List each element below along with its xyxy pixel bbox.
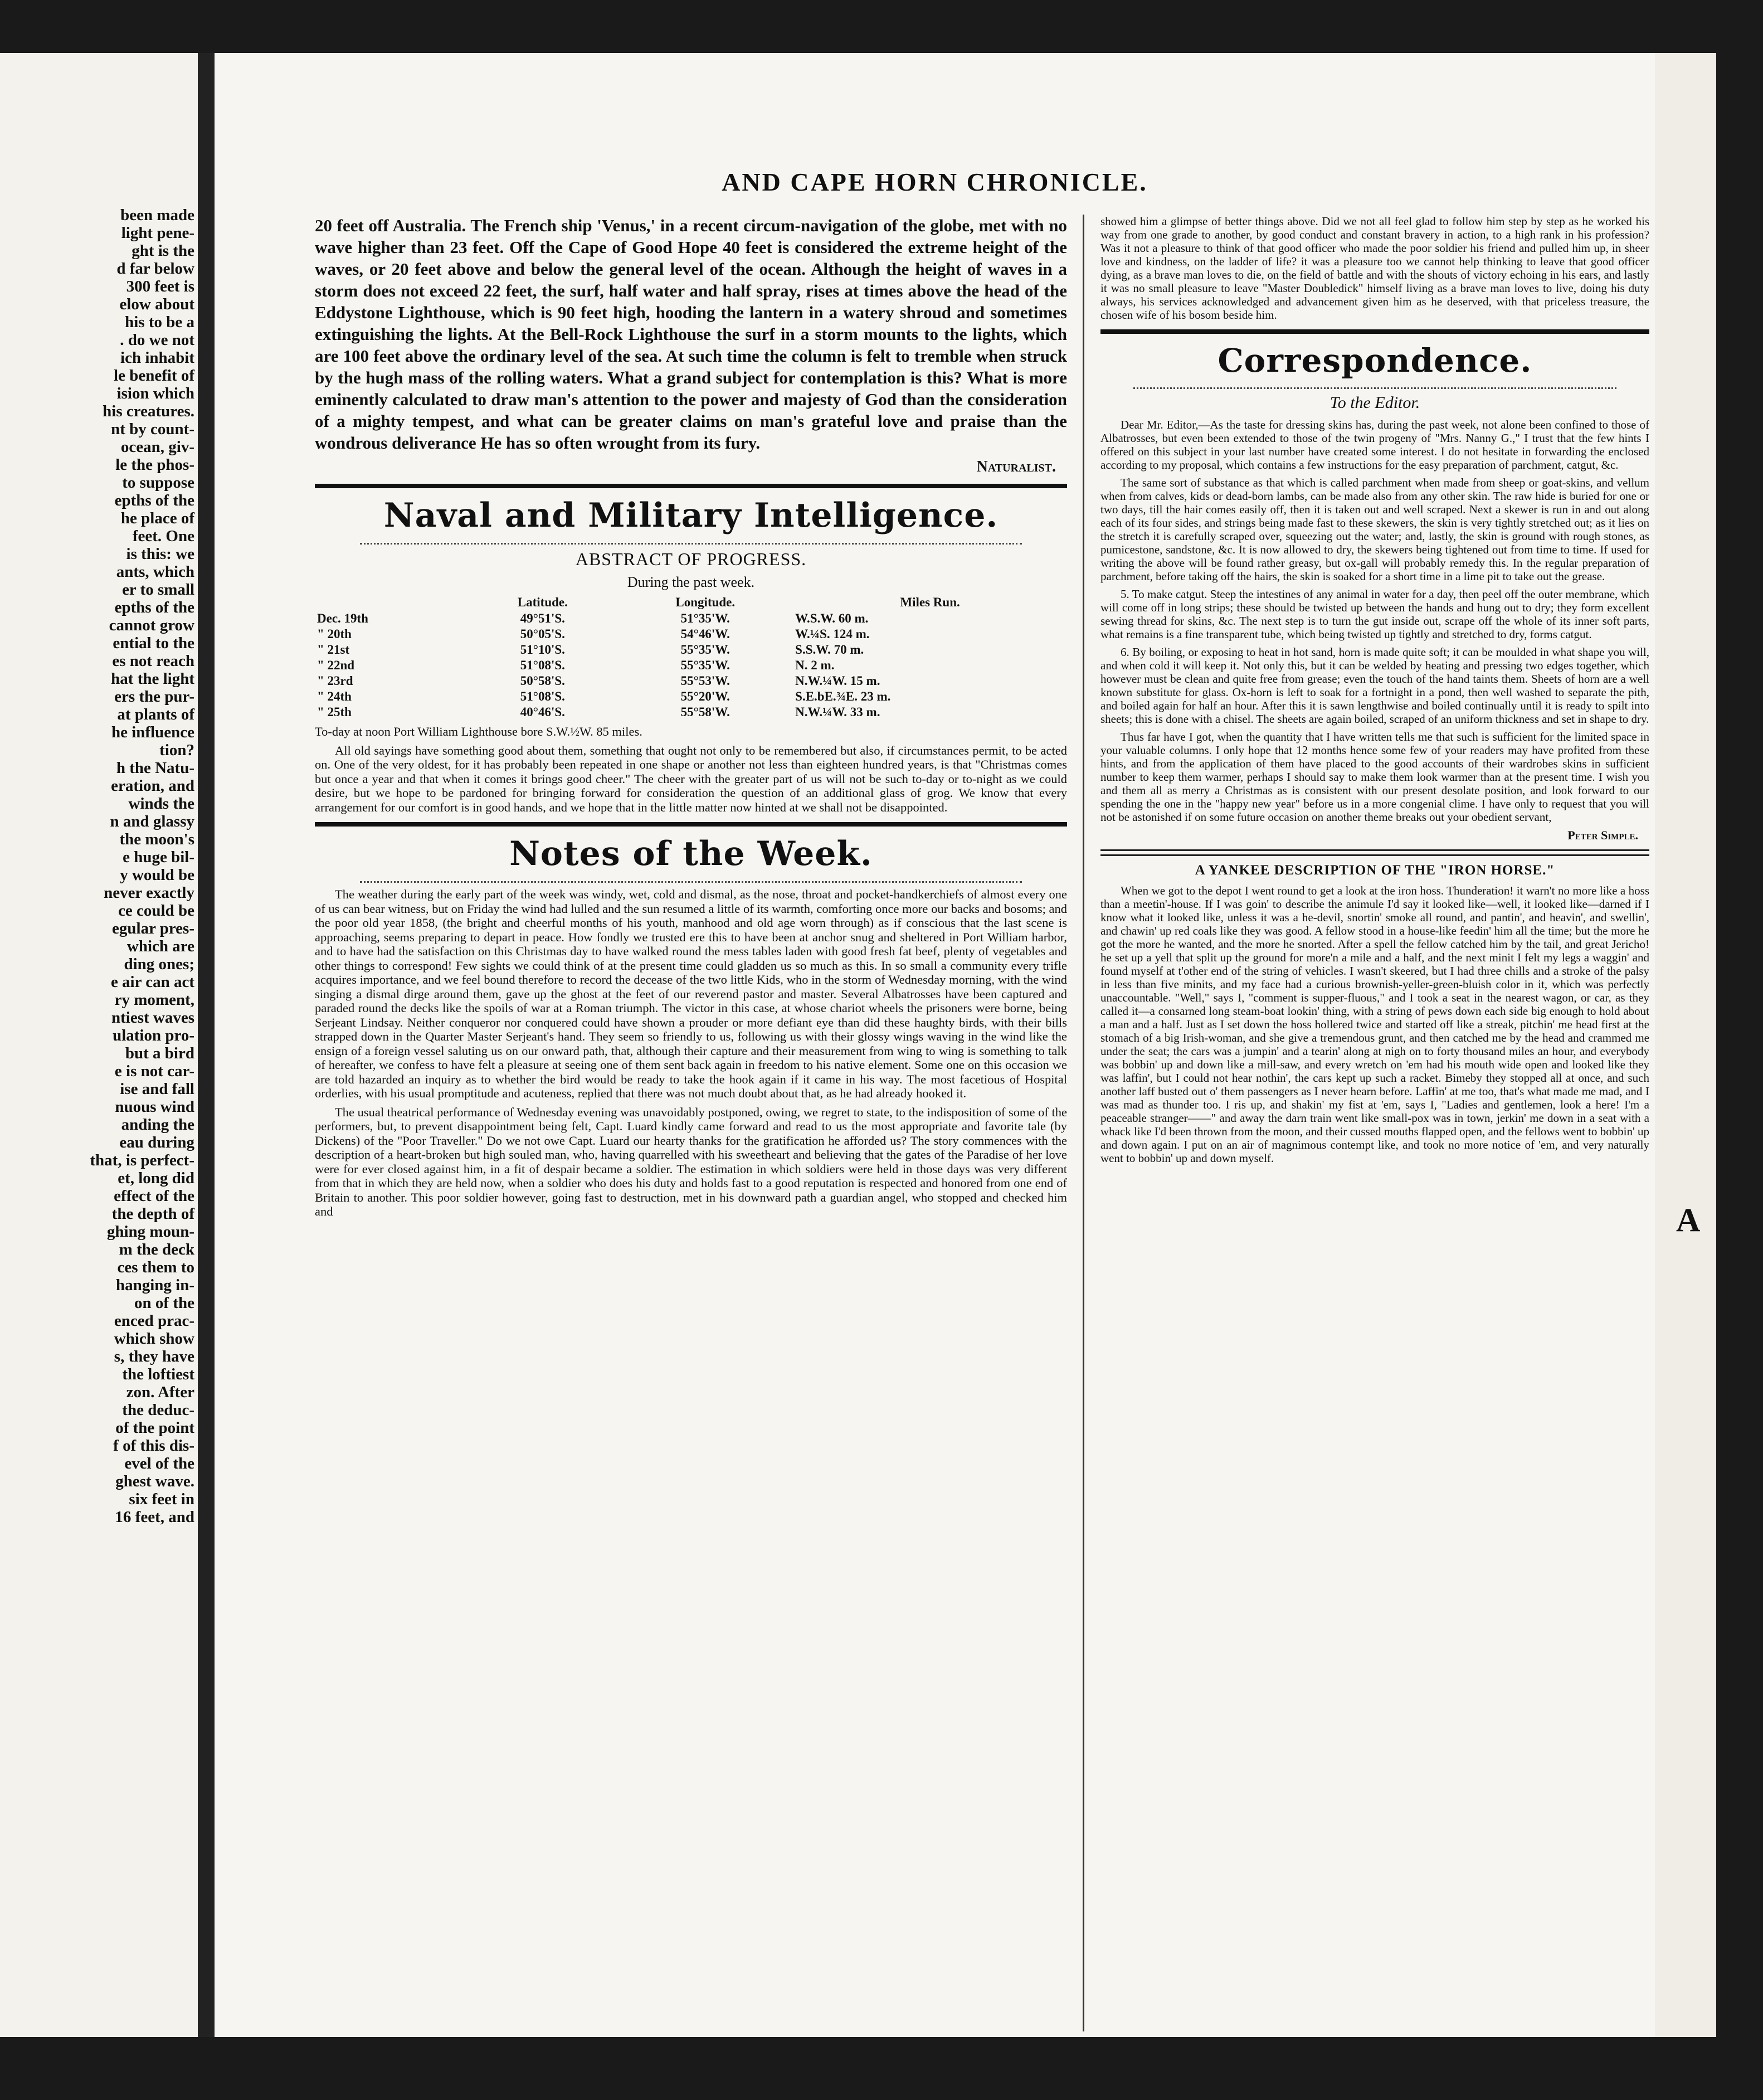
progress-cell-lon: 55°20'W. [680,689,730,703]
left-page-line: but a bird [125,1044,194,1062]
wavy-rule [360,537,1022,545]
left-page-line: he influence [111,723,194,741]
progress-cell-lat: 51°10'S. [520,643,565,657]
left-page-line: at plants of [117,706,194,723]
left-page-line: . do we not [120,331,194,349]
column-divider [1083,215,1084,2031]
left-page-line: he place of [120,509,194,527]
correspondence-heading: Correspondence. [1217,342,1532,380]
abstract-heading: ABSTRACT OF PROGRESS. [575,549,807,569]
progress-cell-run: S.S.W. 70 m. [795,643,864,657]
progress-cell-date: " 24th [317,689,352,703]
left-page-line: ghing moun- [106,1223,194,1241]
left-page-line: ght is the [132,242,194,260]
left-page-line: et, long did [118,1169,194,1187]
progress-cell-lon: 55°53'W. [680,674,730,688]
progress-cell-run: N.W.¼W. 33 m. [795,705,880,719]
progress-cell-lon: 55°58'W. [680,705,730,719]
left-page-text [2,206,194,1526]
col-miles: Miles Run. [900,595,960,609]
left-page-line: the depth of [111,1205,194,1223]
page-gutter [198,53,215,2037]
left-page-line: his creatures. [103,402,194,420]
left-page-line: enced prac- [114,1312,194,1330]
left-page-line: ants, which [116,563,194,581]
left-page-line: d far below [116,260,194,278]
left-page-line: eration, and [111,777,194,795]
col-date [315,594,467,611]
left-page-line: ers the pur- [114,688,194,706]
left-page-line: feet. One [132,527,194,545]
to-the-editor: To the Editor. [1329,393,1420,412]
progress-cell-lon: 51°35'W. [680,611,730,625]
wavy-rule [1133,382,1616,389]
left-page-line: cannot grow [109,616,194,634]
progress-cell-lat: 49°51'S. [520,611,565,625]
left-page-line: ich inhabit [120,349,194,367]
left-page-line: nt by count- [111,420,194,438]
progress-row [315,611,1067,626]
left-page-line: which are [126,937,194,955]
left-page-line: h the Natu- [116,759,194,777]
section-rule [1100,329,1649,334]
left-page-line: ise and fall [120,1080,194,1098]
left-page-line: effect of the [114,1187,194,1205]
progress-cell-date: " 21st [317,643,350,657]
left-page-line: hanging in- [115,1276,194,1294]
left-page-line: to suppose [122,474,194,492]
waves-signature: Naturalist. [976,458,1056,475]
left-page-line: ces them to [117,1258,194,1276]
left-page-line: le the phos- [115,456,194,474]
left-page-line: y would be [120,866,194,884]
left-page-line: ential to the [113,634,194,652]
left-page-line: ocean, giv- [120,438,194,456]
notes-paragraph-1: The weather during the early part of the week was windy, wet, cold and dismal, as the nose, throat and pocket-handkerchiefs of almost every one of us can bear witness, but on Friday the wind had lulled and the sun resumed a little of its warmth, comforting once more our backs and bosoms; and the poor old year 1858, (the bright and cheerful months of his youth, manhood and old age worn through) as if conscious that the last scene is approaching, seems preparing to depart in peace. How fondly we trusted ere this to have been at anchor snug and sheltered in Port William harbor, and to have had the satisfaction on this Christmas day to have walked round the mess tables laden with good fresh fat beef, plenty of vegetables and other things to correspond! Few sights we could think of at the present time could gladden us so much as this. In so small a community every trifle acquires importance, and we feel bound therefore to record the decease of the two little Kids, who in the storm of Wednesday morning, with the wind singing a dismal dirge around them, gave up the ghost at the feet of our reverend pastor and master. Several Albatrosses have been captured and paraded round the decks like the spoils of war at a Roman triumph. The victor in this case, at whose chariot wheels the prisoners were borne, being Serjeant Lindsay. Neither conqueror nor conquered could have shown a prouder or more defiant eye than did these haughty birds, with their bills strapped down in the Quarter Master Serjeant's hand. They seem so friendly to us, following us with their glossy wings waving in the wind like the ensign of a foreign vessel saluting us on our onward path, that, although their capture and their measurement from wing to wing is something to talk of hereafter, we confess to have felt a pleasure at seeing one of them sent back again in freedom to his native element. Some one on this occasion we are told hazarded an inquiry as to whether the bird would be ready to take the hook again if it came in his way. The most facetious of Hospital orderlies, with his usual promptitude and acuteness, replied that there was not much doubt about that, as he had already hooked it. [315,887,1067,1100]
progress-row [315,642,1067,658]
correspondence-paragraph-3: 5. To make catgut. Steep the intestines of any animal in water for a day, then peel off the outer membrane, which will come off in long strips; these should be twisted up between the hands and hung out to dry; they form excellent sewing thread for skins, &c. The next step is to turn the gut inside out, scrape off the whole of its inner soft parts, what remains is a fine transparent tube, which being twisted up tightly and stretched to dry, forms catgut. [1100,587,1649,641]
progress-cell-run: N. 2 m. [795,658,835,672]
progress-table-header [315,594,1067,611]
left-page-line: ding ones; [124,955,194,973]
left-page-line: never exactly [104,884,194,902]
progress-table [315,594,1067,720]
left-page-line: that, is perfect- [90,1151,194,1169]
left-page-line: e huge bil- [123,848,194,866]
section-rule [1100,849,1649,856]
progress-row [315,673,1067,689]
left-page-line: been made [120,206,194,224]
left-page-line: on of the [134,1294,194,1312]
progress-cell-run: W.S.W. 60 m. [795,611,869,625]
left-page-line: eau during [119,1134,194,1151]
left-page-line: ulation pro- [113,1027,194,1044]
notes-paragraph-2: The usual theatrical performance of Wednesday evening was unavoidably postponed, owing, we regret to state, to the indisposition of some of the performers, but, to prevent disappointment being felt, Capt. Luard kindly came forward and read to us the most appropriate and favorite tale (by Dickens) of the "Poor Traveller." Do we not owe Capt. Luard our hearty thanks for the gratification he afforded us? The story commences with the description of a heart-broken but high souled man, who, having quarrelled with his sweetheart and believing that the gates of the Paradise of her love were for ever closed against him, in a fit of despair became a soldier. The estimation in which soldiers were held in those days was very different from that in which they are held now, when a soldier who does his duty and holds fast to a good reputation is respected and honored from one end of Britain to another. This poor soldier however, going fast to destruction, met in his downward path a guardian angel, who stopped and checked him and [315,1105,1067,1218]
naval-heading: Naval and Military Intelligence. [383,496,999,535]
correspondence-paragraph-5: Thus far have I got, when the quantity that I have written tells me that such is sufficient for the limited space in your valuable columns. I only hope that 12 months hence some few of your readers may have profited from these hints, and from the application of them have placed to the good accounts of their wardrobes skins in sufficient number to keep them warmer, perhaps I should say to make them look warmer than at the present time. I wish you and them all as merry a Christmas as is consistent with our present desolate position, and look forward to our spending the one in the "happy new year" before us in a more congenial clime. I have only to request that you will not be astonished if on some future occasion on another theme breaks out your obedient servant, [1100,730,1649,824]
left-page-line: tion? [159,741,194,759]
left-page-line: nuous wind [115,1098,194,1116]
left-page-line: n and glassy [110,813,194,830]
progress-cell-lat: 51°08'S. [520,658,565,672]
correspondence-paragraph-4: 6. By boiling, or exposing to heat in hot sand, horn is made quite soft; it can be moulded in what shape you will, and when cold it will keep it. Not only this, but it can be welded by heating and pressing two edges together, which however must be clean and quite free from grease; even the touch of the hand taints them. Sheets of horn are a well known substitute for glass. Ox-horn is left to soak for a fortnight in a pond, then well washed to separate the pith, and boiled again for half an hour. After this it is sawn lengthwise and boiled continually until it is ready to spilt into sheets; this is done with a chisel. The sheets are again boiled, scraped of an uniform thickness and set in shape to dry. [1100,645,1649,726]
left-page-line: e is not car- [114,1062,194,1080]
newspaper-page [215,53,1655,2037]
left-page-line: 300 feet is [126,278,194,295]
abstract-subtitle: During the past week. [627,574,755,590]
progress-row [315,626,1067,642]
waves-article-body: 20 feet off Australia. The French ship 'Venus,' in a recent circum-navigation of the globe, met with no wave higher than 23 feet. Off the Cape of Good Hope 40 feet is considered the extreme height of the waves, or 20 feet above and below the general level of the ocean. Although the height of waves in a storm does not exceed 22 feet, the surf, half water and half spray, rises at times above the head of the Eddystone Lighthouse, which is 90 feet high, hooding the lantern in a watery shroud and sometimes extinguishing the lights. At the Bell-Rock Lighthouse the surf in a storm mounts to the lights, which are 100 feet above the ordinary level of the sea. At such time the column is felt to tremble when struck by the hugh mass of the rolling waters. What a grand subject for contemplation is this? What is more eminently calculated to draw man's attention to the power and majesty of God than the consideration of a mighty tempest, and what can be greater claims on man's grateful love and praise than the wondrous deliverance He has so often wrought from its fury. [315,216,1067,453]
progress-row [315,704,1067,720]
progress-cell-run: S.E.bE.¾E. 23 m. [795,689,891,703]
left-page-line: ghest wave. [115,1472,194,1490]
continuation-text: showed him a glimpse of better things above. Did we not all feel glad to follow him step by step as he worked his way from one grade to another, by good conduct and constant bravery in action, to a high rank in his profession? Was it not a pleasure to think of that good officer who made the poor soldier his friend and pulled him up, in sheer love and kindness, on the ladder of life? it was a pleasure too we cannot help thinking to leave that good officer dying, as a brave man loves to die, on the field of battle and with the shouts of victory echoing in his ears, and lastly it was no small pleasure to leave "Master Doubledick" himself living as a brave man loves to live, doing his duty always, his services acknowledged and advancement given him as he deserved, with that priceless treasure, the chosen wife of his bosom beside him. [1100,215,1649,322]
left-page-line: f of this dis- [113,1437,194,1455]
left-page-line: ry moment, [114,991,194,1009]
left-page-line: evel of the [124,1455,194,1472]
progress-cell-date: Dec. 19th [317,611,368,625]
lighthouse-note: To-day at noon Port William Lighthouse bore S.W.½W. 85 miles. [315,725,642,738]
progress-row [315,689,1067,704]
left-page-line: s, they have [114,1348,194,1365]
left-page-line: epths of the [114,492,194,509]
left-column [315,215,1067,1223]
section-rule [315,484,1067,488]
progress-row [315,658,1067,673]
section-rule [315,822,1067,827]
left-page-line: light pene- [121,224,194,242]
progress-cell-date: " 25th [317,705,352,719]
strip-letter: A [1676,1202,1701,1238]
progress-cell-lat: 51°08'S. [520,689,565,703]
left-page-line: ntiest waves [111,1009,194,1027]
left-page-line: of the point [115,1419,194,1437]
correspondence-paragraph-2: The same sort of substance as that which is called parchment when made from sheep or goat-skins, and vellum when from calves, kids or dead-born lambs, can be made also from any other skin. The raw hide is buried for one or two days, till the hair comes easily off, then it is taken out and well scraped. Next a skewer is run in and out along each of its four sides, and strings being made fast to these skewers, the skin is very tightly stretched out; as it lies on the stretch it is carefully scraped over, squeezing out the water; and, lastly, the skin is ground with rough stones, as pumicestone, sandstone, &c. It is now allowed to dry, the skewers being tightened out from time to time. If used for writing the above will be found rather greasy, but ox-gall will probably remedy this. In the regular preparation of parchment, before taking off the hairs, the skin is soaked for a short time in a lime pit to take out the grease. [1100,476,1649,583]
left-page-line: le benefit of [114,367,194,385]
left-page-line: is this: we [126,545,194,563]
left-page-line: hat the light [111,670,194,688]
right-page-strip [1655,53,1716,2037]
progress-cell-date: " 23rd [317,674,353,688]
correspondence-paragraph-1: Dear Mr. Editor,—As the taste for dressing skins has, during the past week, not alone been confined to those of Albatrosses, but even been extended to those of the twin progeny of "Mrs. Nanny G.," I trust that the few hints I offered on this subject in your last number have created some interest. I do not hesitate in forwarding the enclosed according to my proposal, which contains a few instructions for the easy preparation of parchment, catgut, &c. [1100,418,1649,471]
yankee-body: When we got to the depot I went round to get a look at the iron hoss. Thunderation! it warn't no more like a hoss than a meetin'-house. If I was goin' to describe the animule I'd say it looked like—well, it looked like—darned if I know what it looked like, unless it was a he-devil, snortin' smoke all round, and pantin', and heavin', and swellin', and chawin' up red coals like they was good. A fellow stood in a house-like feedin' him all the time; but the more he got the more he wanted, and the more he snorted. After a spell the fellow catched him by the tail, and great Jericho! he set up a yell that split up the ground for more'n a mile and a half, and the next minit I felt my legs a waggin' and found myself at t'other end of the string of vehicles. I wasn't skeered, but I had three chills and a stroke of the palsy in less than five minits, and my face had a curious brownish-yeller-green-bluish color in it, which was perfectly unaccountable. "Well," says I, "comment is supper-fluous," and I took a seat in the nearest wagon, or car, as they called it—a consarned long steam-boat lookin' thing, with a string of pews down each side big enough to hold about a man and a half. Just as I set down the hoss hollered twice and started off like a streak, pitchin' me head first at the stomach of a big Irish-woman, and she give a tremendous grunt, and then catched me by the head and crammed me under the seat; the cars was a jumpin' and a tearin' along at nigh on to forty thousand miles an hour, and everybody was bobbin' up and down like a mill-saw, and every wretch on 'em had his mouth wide open and looked like they was laffin', but I could not hear nothin', the cars kept up such a racket. Bimeby they stopped all at once, and such another laff busted out o' them passengers as I never hearn before. Laffin' at me too, that's what made me mad, and I was mad as thunder too. I ris up, and shakin' my fist at 'em, says I, "Ladies and gentlemen, look a here! I'm a peaceable stranger——" and away the darn train went like small-pox was in town, jerkin' me down in a seat with a whack like I'd been thrown from the moon, and their cussed mouths flapped open, and the fellows went to bobbin' up and down again. I put on an air of magnimous contempt like, and took no more notice of 'em, and very naturally went to bobbin' up and down myself. [1100,884,1650,1165]
left-page-line: ision which [116,385,194,402]
left-page-line: elow about [119,295,194,313]
left-page-line: the moon's [119,830,194,848]
progress-cell-run: N.W.¼W. 15 m. [795,674,880,688]
progress-cell-lon: 55°35'W. [680,643,730,657]
left-page-line: the deduc- [122,1401,194,1419]
naval-body: All old sayings have something good about them, something that ought not only to be remembered but also, if circumstances permit, to be acted on. One of the very oldest, for it has probably been repeated in one shape or another not less than eighteen hundred years, is that "Christmas comes but once a year and that when it comes it brings good cheer." The cheer with the greater part of us will not be such to-day or to-night as we could desire, but we hope to be pardoned for bringing forward for consideration the question of an additional glass of grog. We know that every arrangement for our comfort is in good hands, and we hope that in the little matter now hinted at we shall not be disappointed. [315,743,1067,814]
progress-cell-date: " 20th [317,627,352,641]
left-page-line: his to be a [125,313,194,331]
progress-cell-lat: 40°46'S. [520,705,565,719]
left-page-line: m the deck [119,1241,194,1258]
left-page-line: anding the [121,1116,194,1134]
correspondence-signature: Peter Simple. [1567,828,1638,842]
col-longitude: Longitude. [675,595,736,609]
left-page-line: 16 feet, and [115,1508,194,1526]
page-header: AND CAPE HORN CHRONICLE. [722,168,1148,196]
right-column [1100,215,1649,1169]
left-page-line: the loftiest [122,1365,194,1383]
progress-cell-lon: 54°46'W. [680,627,730,641]
left-page-line: six feet in [129,1490,194,1508]
left-page-line: winds the [128,795,194,813]
yankee-heading: A YANKEE DESCRIPTION OF THE "IRON HORSE." [1195,863,1555,878]
progress-cell-lat: 50°05'S. [520,627,565,641]
col-latitude: Latitude. [517,595,568,609]
left-page-line: er to small [122,581,194,599]
progress-cell-date: " 22nd [317,658,355,672]
notes-heading: Notes of the Week. [509,834,873,873]
progress-cell-run: W.¼S. 124 m. [795,627,870,641]
left-page-fragment [0,53,198,2037]
left-page-line: e air can act [110,973,194,991]
left-page-line: egular pres- [112,920,194,937]
left-page-line: zon. After [126,1383,194,1401]
left-page-line: es not reach [112,652,194,670]
wavy-rule [360,876,1022,883]
progress-cell-lat: 50°58'S. [520,674,565,688]
progress-cell-lon: 55°35'W. [680,658,730,672]
left-page-line: which show [114,1330,194,1348]
left-page-line: ce could be [118,902,194,920]
left-page-line: epths of the [114,599,194,616]
